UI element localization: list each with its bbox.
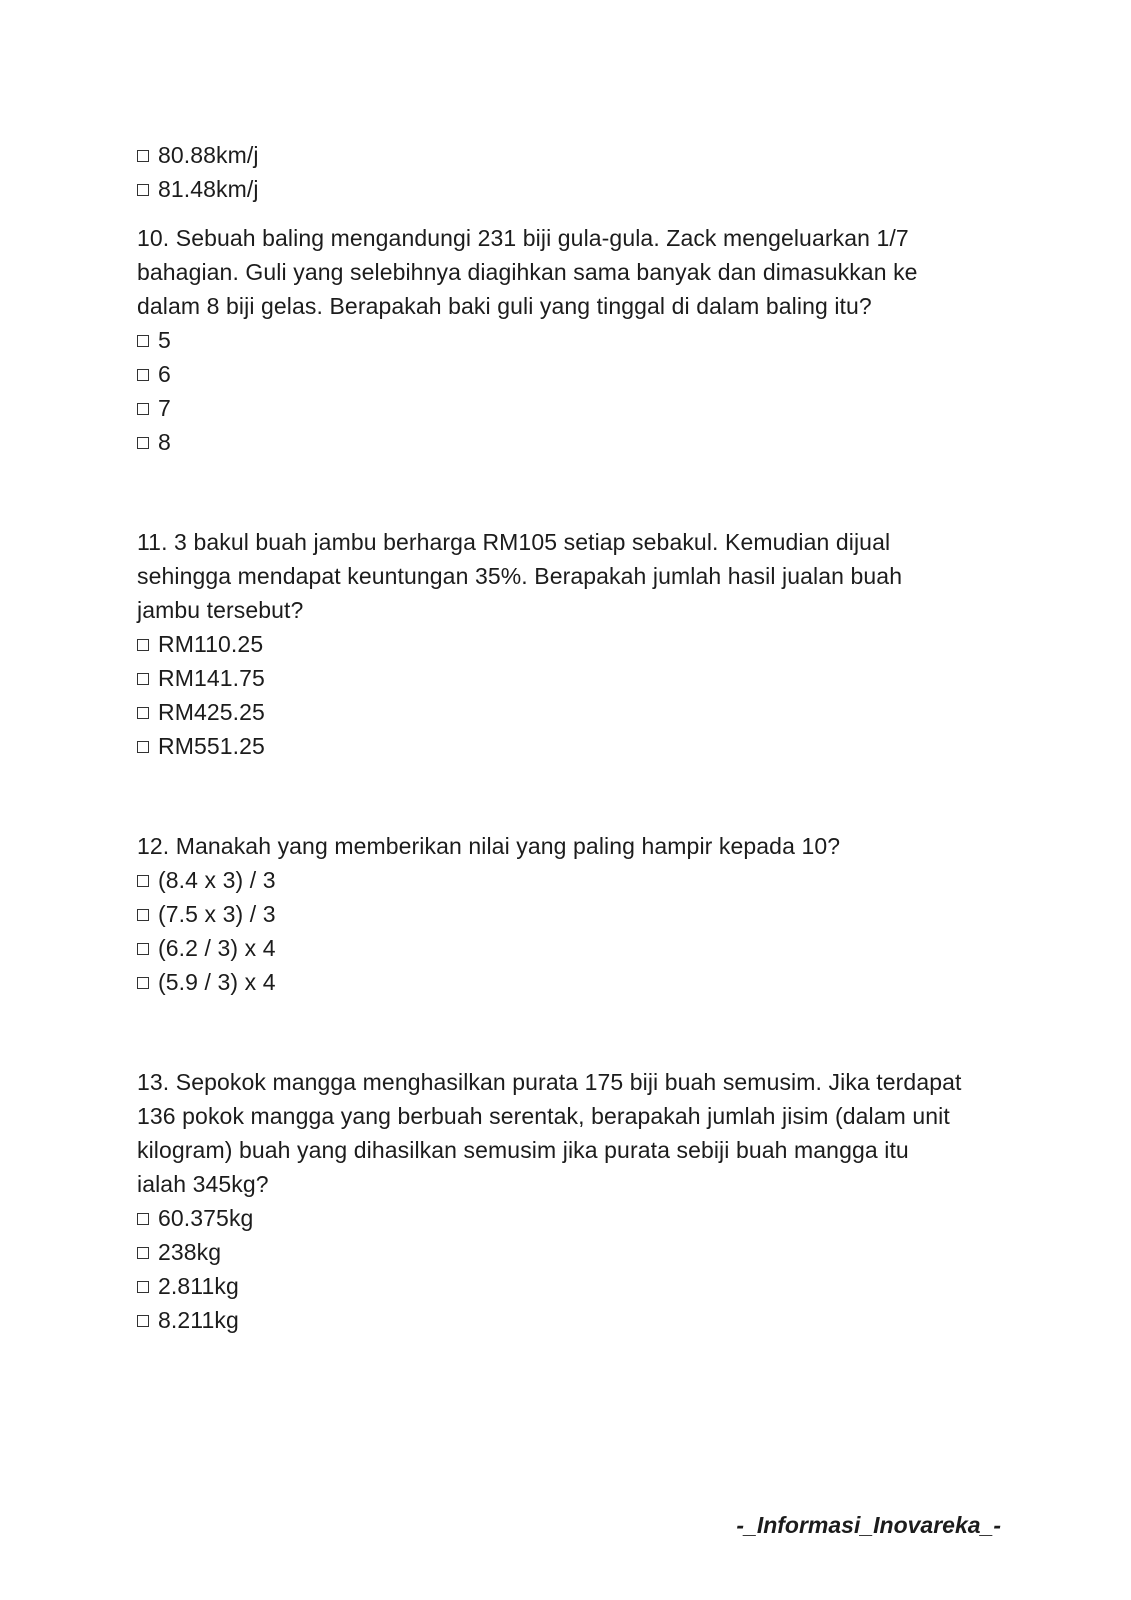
q12-option-3[interactable] bbox=[137, 931, 997, 965]
option-label: RM110.25 bbox=[158, 631, 264, 657]
q12-option-4[interactable] bbox=[137, 965, 997, 999]
option-label: RM551.25 bbox=[158, 733, 265, 759]
option-label: 8 bbox=[158, 429, 171, 455]
q13-text-line-4: ialah 345kg? bbox=[137, 1171, 269, 1197]
option-label: RM141.75 bbox=[158, 665, 265, 691]
option-label: RM425.25 bbox=[158, 699, 265, 725]
q10-text-line-2: bahagian. Guli yang selebihnya diagihkan sama banyak dan dimasukkan ke bbox=[137, 259, 918, 285]
q13-option-3[interactable] bbox=[137, 1269, 997, 1303]
q10-option-1[interactable] bbox=[137, 323, 997, 357]
option-label: 2.811kg bbox=[158, 1273, 239, 1299]
checkbox-icon[interactable] bbox=[137, 639, 149, 651]
q11-text-line-1: 11. 3 bakul buah jambu berharga RM105 setiap sebakul. Kemudian dijual bbox=[137, 529, 891, 555]
checkbox-icon[interactable] bbox=[137, 1315, 149, 1327]
q9-option-2[interactable] bbox=[137, 172, 997, 206]
checkbox-icon[interactable] bbox=[137, 403, 149, 415]
q13-option-2[interactable] bbox=[137, 1235, 997, 1269]
option-label: 5 bbox=[158, 327, 171, 353]
q12-text-line-1: 12. Manakah yang memberikan nilai yang paling hampir kepada 10? bbox=[137, 833, 841, 859]
option-label: 81.48km/j bbox=[158, 176, 259, 202]
checkbox-icon[interactable] bbox=[137, 150, 149, 162]
q13-text-line-2: 136 pokok mangga yang berbuah serentak, berapakah jumlah jisim (dalam unit bbox=[137, 1103, 950, 1129]
q10-option-2[interactable] bbox=[137, 357, 997, 391]
checkbox-icon[interactable] bbox=[137, 1247, 149, 1259]
checkbox-icon[interactable] bbox=[137, 741, 149, 753]
option-label: 238kg bbox=[158, 1239, 222, 1265]
checkbox-icon[interactable] bbox=[137, 369, 149, 381]
checkbox-icon[interactable] bbox=[137, 943, 149, 955]
option-label: (8.4 x 3) / 3 bbox=[158, 867, 276, 893]
q13-option-1[interactable] bbox=[137, 1201, 997, 1235]
option-label: 7 bbox=[158, 395, 171, 421]
q11-text-line-3: jambu tersebut? bbox=[137, 597, 304, 623]
checkbox-icon[interactable] bbox=[137, 875, 149, 887]
option-label: (5.9 / 3) x 4 bbox=[158, 969, 276, 995]
q13-text-line-3: kilogram) buah yang dihasilkan semusim jika purata sebiji buah mangga itu bbox=[137, 1137, 909, 1163]
checkbox-icon[interactable] bbox=[137, 977, 149, 989]
option-label: 6 bbox=[158, 361, 171, 387]
checkbox-icon[interactable] bbox=[137, 1281, 149, 1293]
q13-option-4[interactable] bbox=[137, 1303, 997, 1337]
option-label: (7.5 x 3) / 3 bbox=[158, 901, 276, 927]
footer-signature: -_Informasi_Inovareka_- bbox=[736, 1512, 1001, 1538]
q10-text-line-3: dalam 8 biji gelas. Berapakah baki guli yang tinggal di dalam baling itu? bbox=[137, 293, 872, 319]
option-label: 80.88km/j bbox=[158, 142, 259, 168]
checkbox-icon[interactable] bbox=[137, 184, 149, 196]
q12-option-1[interactable] bbox=[137, 863, 997, 897]
q11-option-4[interactable] bbox=[137, 729, 997, 763]
checkbox-icon[interactable] bbox=[137, 707, 149, 719]
q11-option-1[interactable] bbox=[137, 627, 997, 661]
q10-option-4[interactable] bbox=[137, 425, 997, 459]
q13-text-line-1: 13. Sepokok mangga menghasilkan purata 175 biji buah semusim. Jika terdapat bbox=[137, 1069, 962, 1095]
q10-option-3[interactable] bbox=[137, 391, 997, 425]
checkbox-icon[interactable] bbox=[137, 909, 149, 921]
option-label: 8.211kg bbox=[158, 1307, 239, 1333]
checkbox-icon[interactable] bbox=[137, 437, 149, 449]
option-label: 60.375kg bbox=[158, 1205, 254, 1231]
q11-text-line-2: sehingga mendapat keuntungan 35%. Berapakah jumlah hasil jualan buah bbox=[137, 563, 903, 589]
checkbox-icon[interactable] bbox=[137, 1213, 149, 1225]
checkbox-icon[interactable] bbox=[137, 335, 149, 347]
option-label: (6.2 / 3) x 4 bbox=[158, 935, 276, 961]
q11-option-2[interactable] bbox=[137, 661, 997, 695]
checkbox-icon[interactable] bbox=[137, 673, 149, 685]
q10-text-line-1: 10. Sebuah baling mengandungi 231 biji gula-gula. Zack mengeluarkan 1/7 bbox=[137, 225, 909, 251]
q9-option-1[interactable] bbox=[137, 138, 997, 172]
q11-option-3[interactable] bbox=[137, 695, 997, 729]
q12-option-2[interactable] bbox=[137, 897, 997, 931]
